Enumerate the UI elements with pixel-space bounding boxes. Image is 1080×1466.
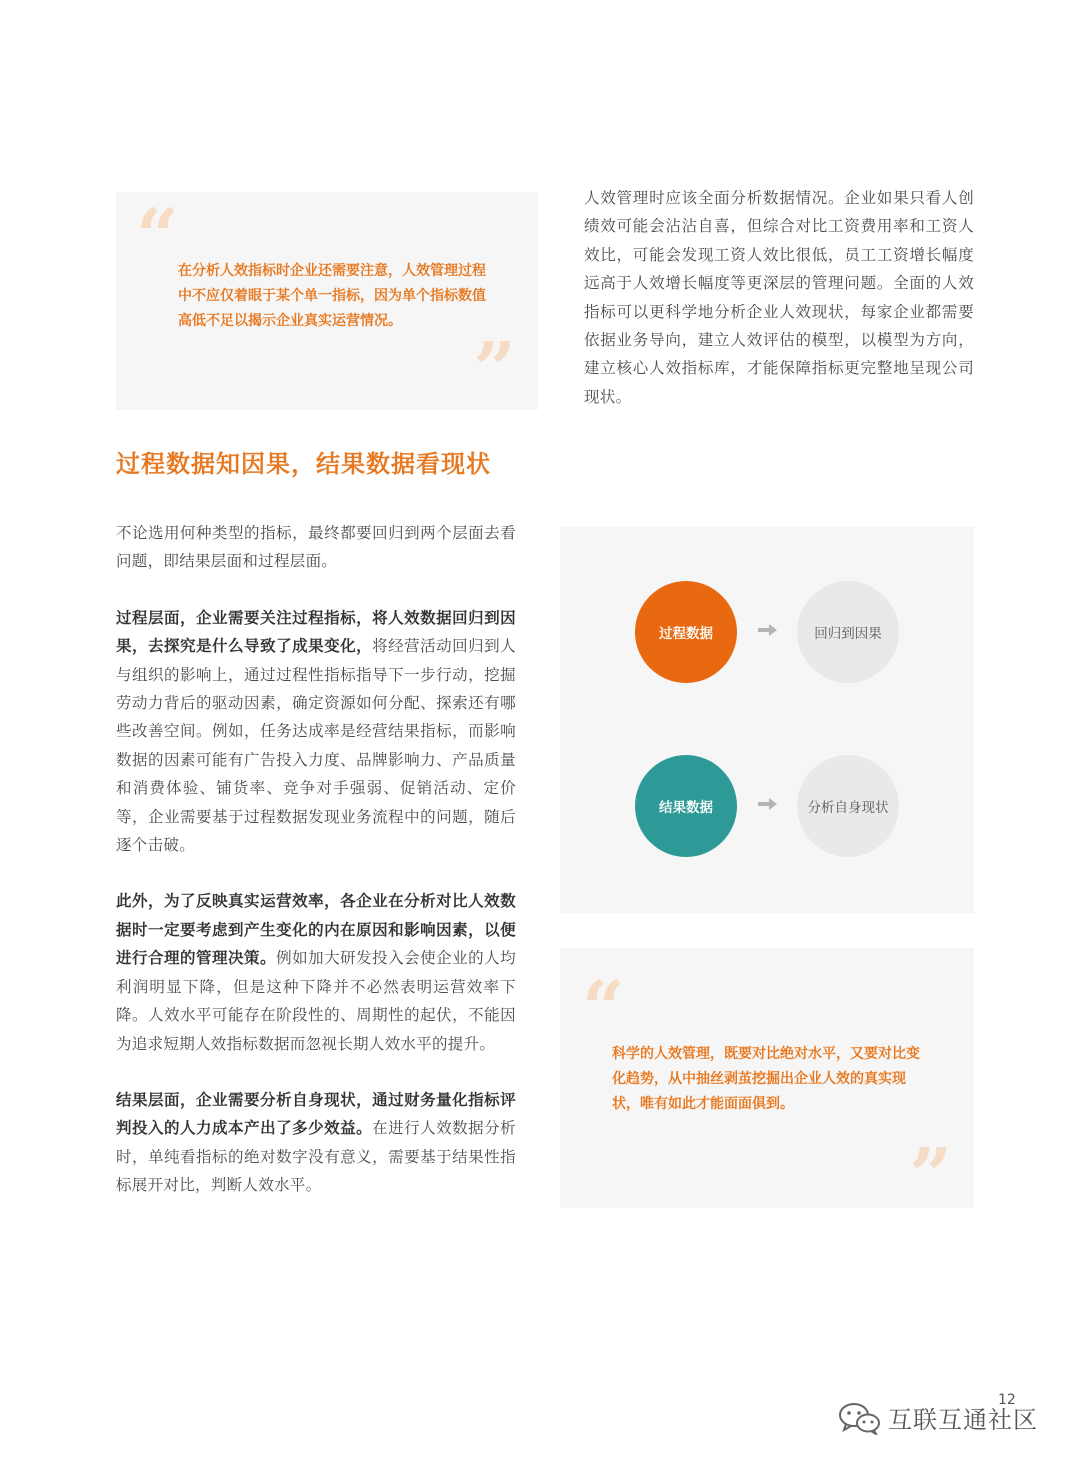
outcome-data-node xyxy=(635,755,737,857)
arrow-right-icon xyxy=(758,623,778,637)
watermark xyxy=(838,1400,1038,1435)
body-paragraph-3-emphasis: 此外，为了反映真实运营效率，各企业在分析对比人效数据时一定要考虑到产生变化的内在原因和影响因素，以便进行合理的管理决策。 xyxy=(116,892,516,968)
quote-text-bottom: 科学的人效管理，既要对比绝对水平，又要对比变化趋势，从中抽丝剥茧挖掘出企业人效的真实现状，唯有如此才能面面俱到。 xyxy=(612,1046,920,1112)
arrow-right-icon xyxy=(758,797,778,811)
body-paragraph-4-text: 在进行人效数据分析时，单纯看指标的绝对数字没有意义，需要基于结果性指标展开对比，判断人效水平。 xyxy=(116,1119,516,1195)
outcome-data-label: 结果数据 xyxy=(659,800,713,816)
body-paragraph-4-emphasis: 结果层面，企业需要分析自身现状，通过财务量化指标评判投入的人力成本产出了多少效益。 xyxy=(116,1090,516,1138)
open-quote-icon: “ xyxy=(136,194,179,280)
status-label: 分析自身现状 xyxy=(807,800,889,816)
quote-box-bottom xyxy=(560,948,974,1219)
body-paragraph-2-text: 将经营活动回归到人与组织的影响上，通过过程性指标指导下一步行动，挖掘劳动力背后的驱动因素，确定资源如何分配、探索还有哪些改善空间。例如，任务达成率是经营结果指标，而影响数据的因素可能有广告投入力度、品牌影响力、产品质量和消费体验、铺货率、竞争对手强弱、促销活动、定价等，企业需要基于过程数据发现业务流程中的问题，随后逐个击破。 xyxy=(116,637,516,855)
body-paragraph-3-text: 例如加大研发投入会使企业的人均利润明显下降，但是这种下降并不必然表明运营效率下降。人效水平可能存在阶段性的、周期性的起伏，不能因为追求短期人效指标数据而忽视长期人效水平的提升。 xyxy=(116,949,516,1053)
process-data-label: 过程数据 xyxy=(659,626,713,642)
close-quote-icon: ” xyxy=(909,1132,952,1219)
status-node xyxy=(797,755,899,857)
quote-text-top: 在分析人效指标时企业还需要注意，人效管理过程中不应仅着眼于某个单一指标，因为单个指标数值高低不足以揭示企业真实运营情况。 xyxy=(178,263,486,329)
body-paragraph-1: 不论选用何种类型的指标，最终都要回归到两个层面去看问题，即结果层面和过程层面。 xyxy=(116,524,516,571)
body-paragraph-3 xyxy=(116,887,516,1057)
body-paragraph-4 xyxy=(116,1086,516,1200)
close-quote-icon: ” xyxy=(473,326,516,413)
right-column-paragraph: 人效管理时应该全面分析数据情况。企业如果只看人创绩效可能会沾沾自喜，但综合对比工资费用率和工资人效比，可能会发现工资人效比很低，员工工资增长幅度远高于人效增长幅度等更深层的管理问题。全面的人效指标可以更科学地分析企业人效现状，每家企业都需要依据业务导向，建立人效评估的模型，以模型为方向，建立核心人效指标库，才能保障指标更完整地呈现公司现状。 xyxy=(584,189,974,406)
body-paragraph-2-emphasis: 过程层面，企业需要关注过程指标，将人效数据回归到因果，去探究是什么导致了成果变化， xyxy=(116,608,516,656)
wechat-icon xyxy=(838,1401,882,1435)
body-column xyxy=(116,519,516,1228)
page-number: 12 xyxy=(998,1392,1016,1408)
quote-box-top xyxy=(116,192,538,413)
watermark-text: 互联互通社区 xyxy=(888,1406,1038,1434)
process-result-diagram xyxy=(560,527,974,913)
cause-node xyxy=(797,581,899,683)
open-quote-icon: “ xyxy=(582,966,625,1052)
cause-label: 回归到因果 xyxy=(814,626,882,642)
process-data-node xyxy=(635,581,737,683)
section-title: 过程数据知因果，结果数据看现状 xyxy=(116,450,491,478)
body-paragraph-2 xyxy=(116,604,516,860)
